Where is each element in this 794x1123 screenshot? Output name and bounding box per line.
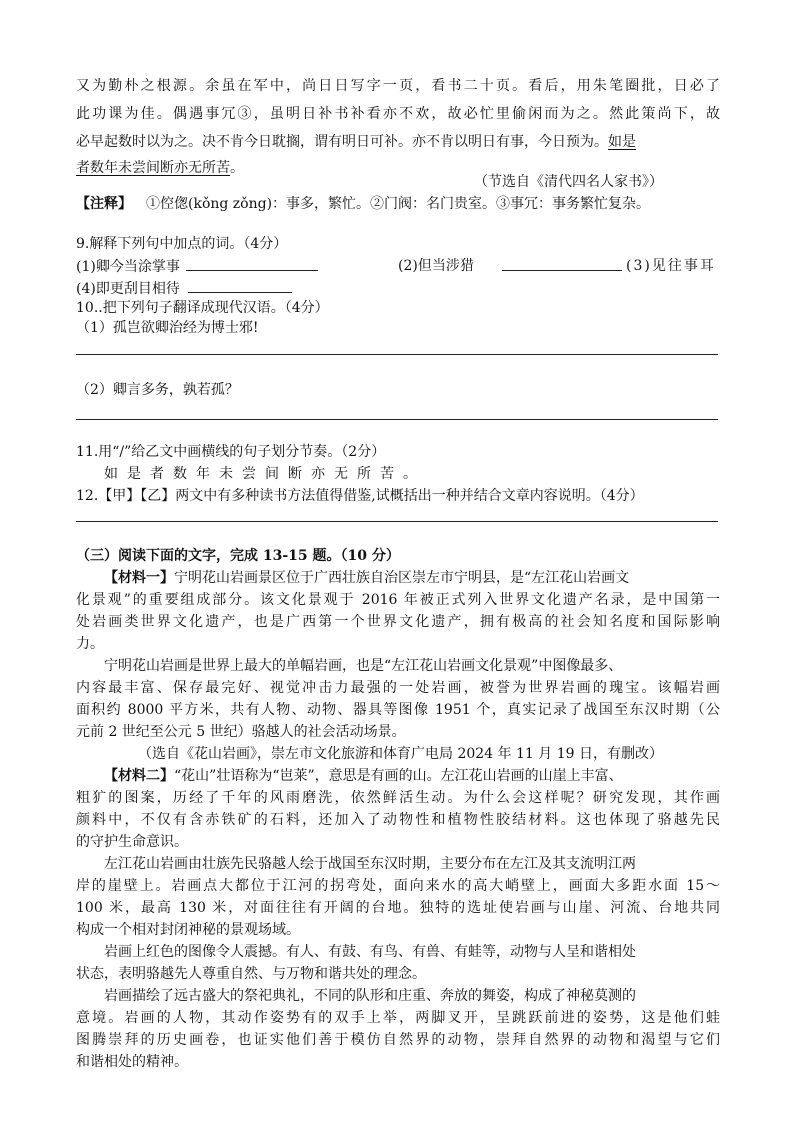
notes-label: 【注释】 [76,196,132,212]
underlined-sentence-part: 者数年未尝间断亦无所苦 [76,160,230,176]
material-2-line: 颜料中，不仅有含赤铁矿的石料，还加入了动物性和植物性胶结材料。这也体现了骆越先民 [76,812,720,828]
notes-text: ①倥偬(kǒng zǒng)：事多，繁忙。②门阀：名门贵室。③事冗：事务繁忙复杂。 [146,196,651,212]
material-1-line: 面积约 8000 平方米，共有人物、动物、器具等图像 1951 个，真实记录了战国至东汉时期（公 [76,702,720,718]
material-2-label: 【材料二】 [104,768,174,784]
material-2-line: 左江花山岩画由壮族先民骆越人绘于战国至东汉时期，主要分布在左江及其支流明江两 [104,856,636,872]
answer-line[interactable] [76,354,718,355]
material-2-line: 100 米，最高 130 米，对面往往有开阔的台地。独特的选址使岩画与山崖、河流、台地共同 [76,900,720,916]
material-1-line: 元前 2 世纪至公元 5 世纪）骆越人的社会活动场景。 [76,724,406,740]
q9-items-row1 [76,256,736,277]
material-1-line: 宁明花山岩画是世界上最大的单幅岩画，也是“左江花山岩画文化景观”中图像最多、 [104,658,623,674]
material-1-text: 宁明花山岩画景区位于广西壮族自治区崇左市宁明县，是“左江花山岩画文 [174,570,630,586]
material-1-line: 内容最丰富、保存最完好、视觉冲击力最强的一处岩画，被誉为世界岩画的瑰宝。该幅岩画 [76,680,720,696]
material-1-line: 处岩画类世界文化遗产，也是广西第一个世界文化遗产，拥有极高的社会知名度和国际影响 [76,614,720,630]
material-1-label: 【材料一】 [104,570,174,586]
q11-stem: 11.用“/”给乙文中画横线的句子划分节奏。（2分） [76,444,386,460]
answer-blank[interactable] [502,256,622,271]
material-2-line: 岸的崖壁上。岩画点大都位于江河的拐弯处，面向来水的高大峭壁上，画面大多距水面 15～ [76,878,720,894]
answer-blank[interactable] [188,278,292,293]
passage-line: 此功课为佳。偶遇事冗③，虽明日补书补看亦不欢，故必忙里偷闲而为之。然此策尚下，故 [76,106,720,122]
material-2-line: 意境。岩画的人物，其动作姿势有的双手上举，两脚叉开，呈跳跃前进的姿势，这是他们蛙 [76,1010,720,1026]
q10-stem: 10..把下列句子翻译成现代汉语。（4分） [76,300,329,316]
passage-source: （节选自《清代四名人家书》） [474,174,663,190]
material-1-source: （选自《花山岩画》，崇左市文化旅游和体育广电局 2024 年 11 月 19 日，有删改） [138,746,663,762]
material-1-line: 力。 [76,636,104,652]
q9-items-row2 [76,278,720,299]
material-2-line: 和谐相处的精神。 [76,1054,188,1070]
answer-line[interactable] [76,419,718,420]
material-2-line: 岩画描绘了远古盛大的祭祀典礼，不同的队形和庄重、奔放的舞姿，构成了神秘莫测的 [104,988,636,1004]
material-2-line: 状态，表明骆越先人尊重自然、与万物和谐共处的理念。 [76,966,426,982]
q10-sentence-1: （1）孤岂欲卿治经为博士邪! [76,320,259,336]
material-2-line: 岩画上红色的图像令人震撼。有人、有鼓、有鸟、有兽、有蛙等，动物与人呈和谐相处 [104,944,636,960]
material-2-line: 粗犷的图案，历经了千年的风雨磨洗，依然鲜活生动。为什么会这样呢？研究发现，其作画 [76,790,720,806]
material-2-text: “花山”壮语称为“岜莱”，意思是有画的山。左江花山岩画的山崖上丰富、 [174,768,623,784]
answer-line[interactable] [76,521,718,522]
answer-blank[interactable] [186,256,318,271]
material-2-line: 图腾崇拜的历史画卷，也证实他们善于模仿自然界的动物，崇拜自然界的动物和渴望与它们 [76,1032,720,1048]
q9-item-3: (3)见往事耳 [626,258,716,274]
passage-line-text: 必早起数时以为之。决不肯今日耽搁，谓有明日可补。亦不肯以明日有事，今日预为。 [76,134,608,150]
q11-sentence: 如是者数年未尝间断亦无所苦。 [104,466,426,482]
punctuation: 。 [230,160,244,176]
material-1-line [104,568,720,588]
q9-item-1: (1)卿今当涂掌事 [76,259,180,275]
passage-line: 又为勤朴之根源。余虽在军中，尚日日写字一页，看书二十页。看后，用朱笔圈批，日必了 [76,78,720,94]
q12-stem: 12.【甲】【乙】两文中有多种读书方法值得借鉴,试概括出一种并结合文章内容说明。（4分） [76,488,644,504]
notes [76,194,720,214]
material-2-line: 的守护生命意识。 [76,834,188,850]
passage-line [76,132,720,152]
q9-item-4: (4)即更刮目相待 [76,281,180,297]
q10-sentence-2: （2）卿言多务，孰若孤？ [76,382,239,398]
material-2-line: 构成一个相对封闭神秘的景观场域。 [76,922,300,938]
material-1-line: 化景观”的重要组成部分。该文化景观于 2016 年被正式列入世界文化遗产名录，是中国第一 [76,592,720,608]
material-2-line [104,766,720,786]
section-heading: （三）阅读下面的文字，完成 13-15 题。（10 分） [76,548,400,564]
underlined-sentence-part: 如是 [608,134,636,150]
q9-stem: 9.解释下列句中加点的词。（4分） [76,236,288,252]
q9-item-2: (2)但当涉猎 [398,258,474,274]
